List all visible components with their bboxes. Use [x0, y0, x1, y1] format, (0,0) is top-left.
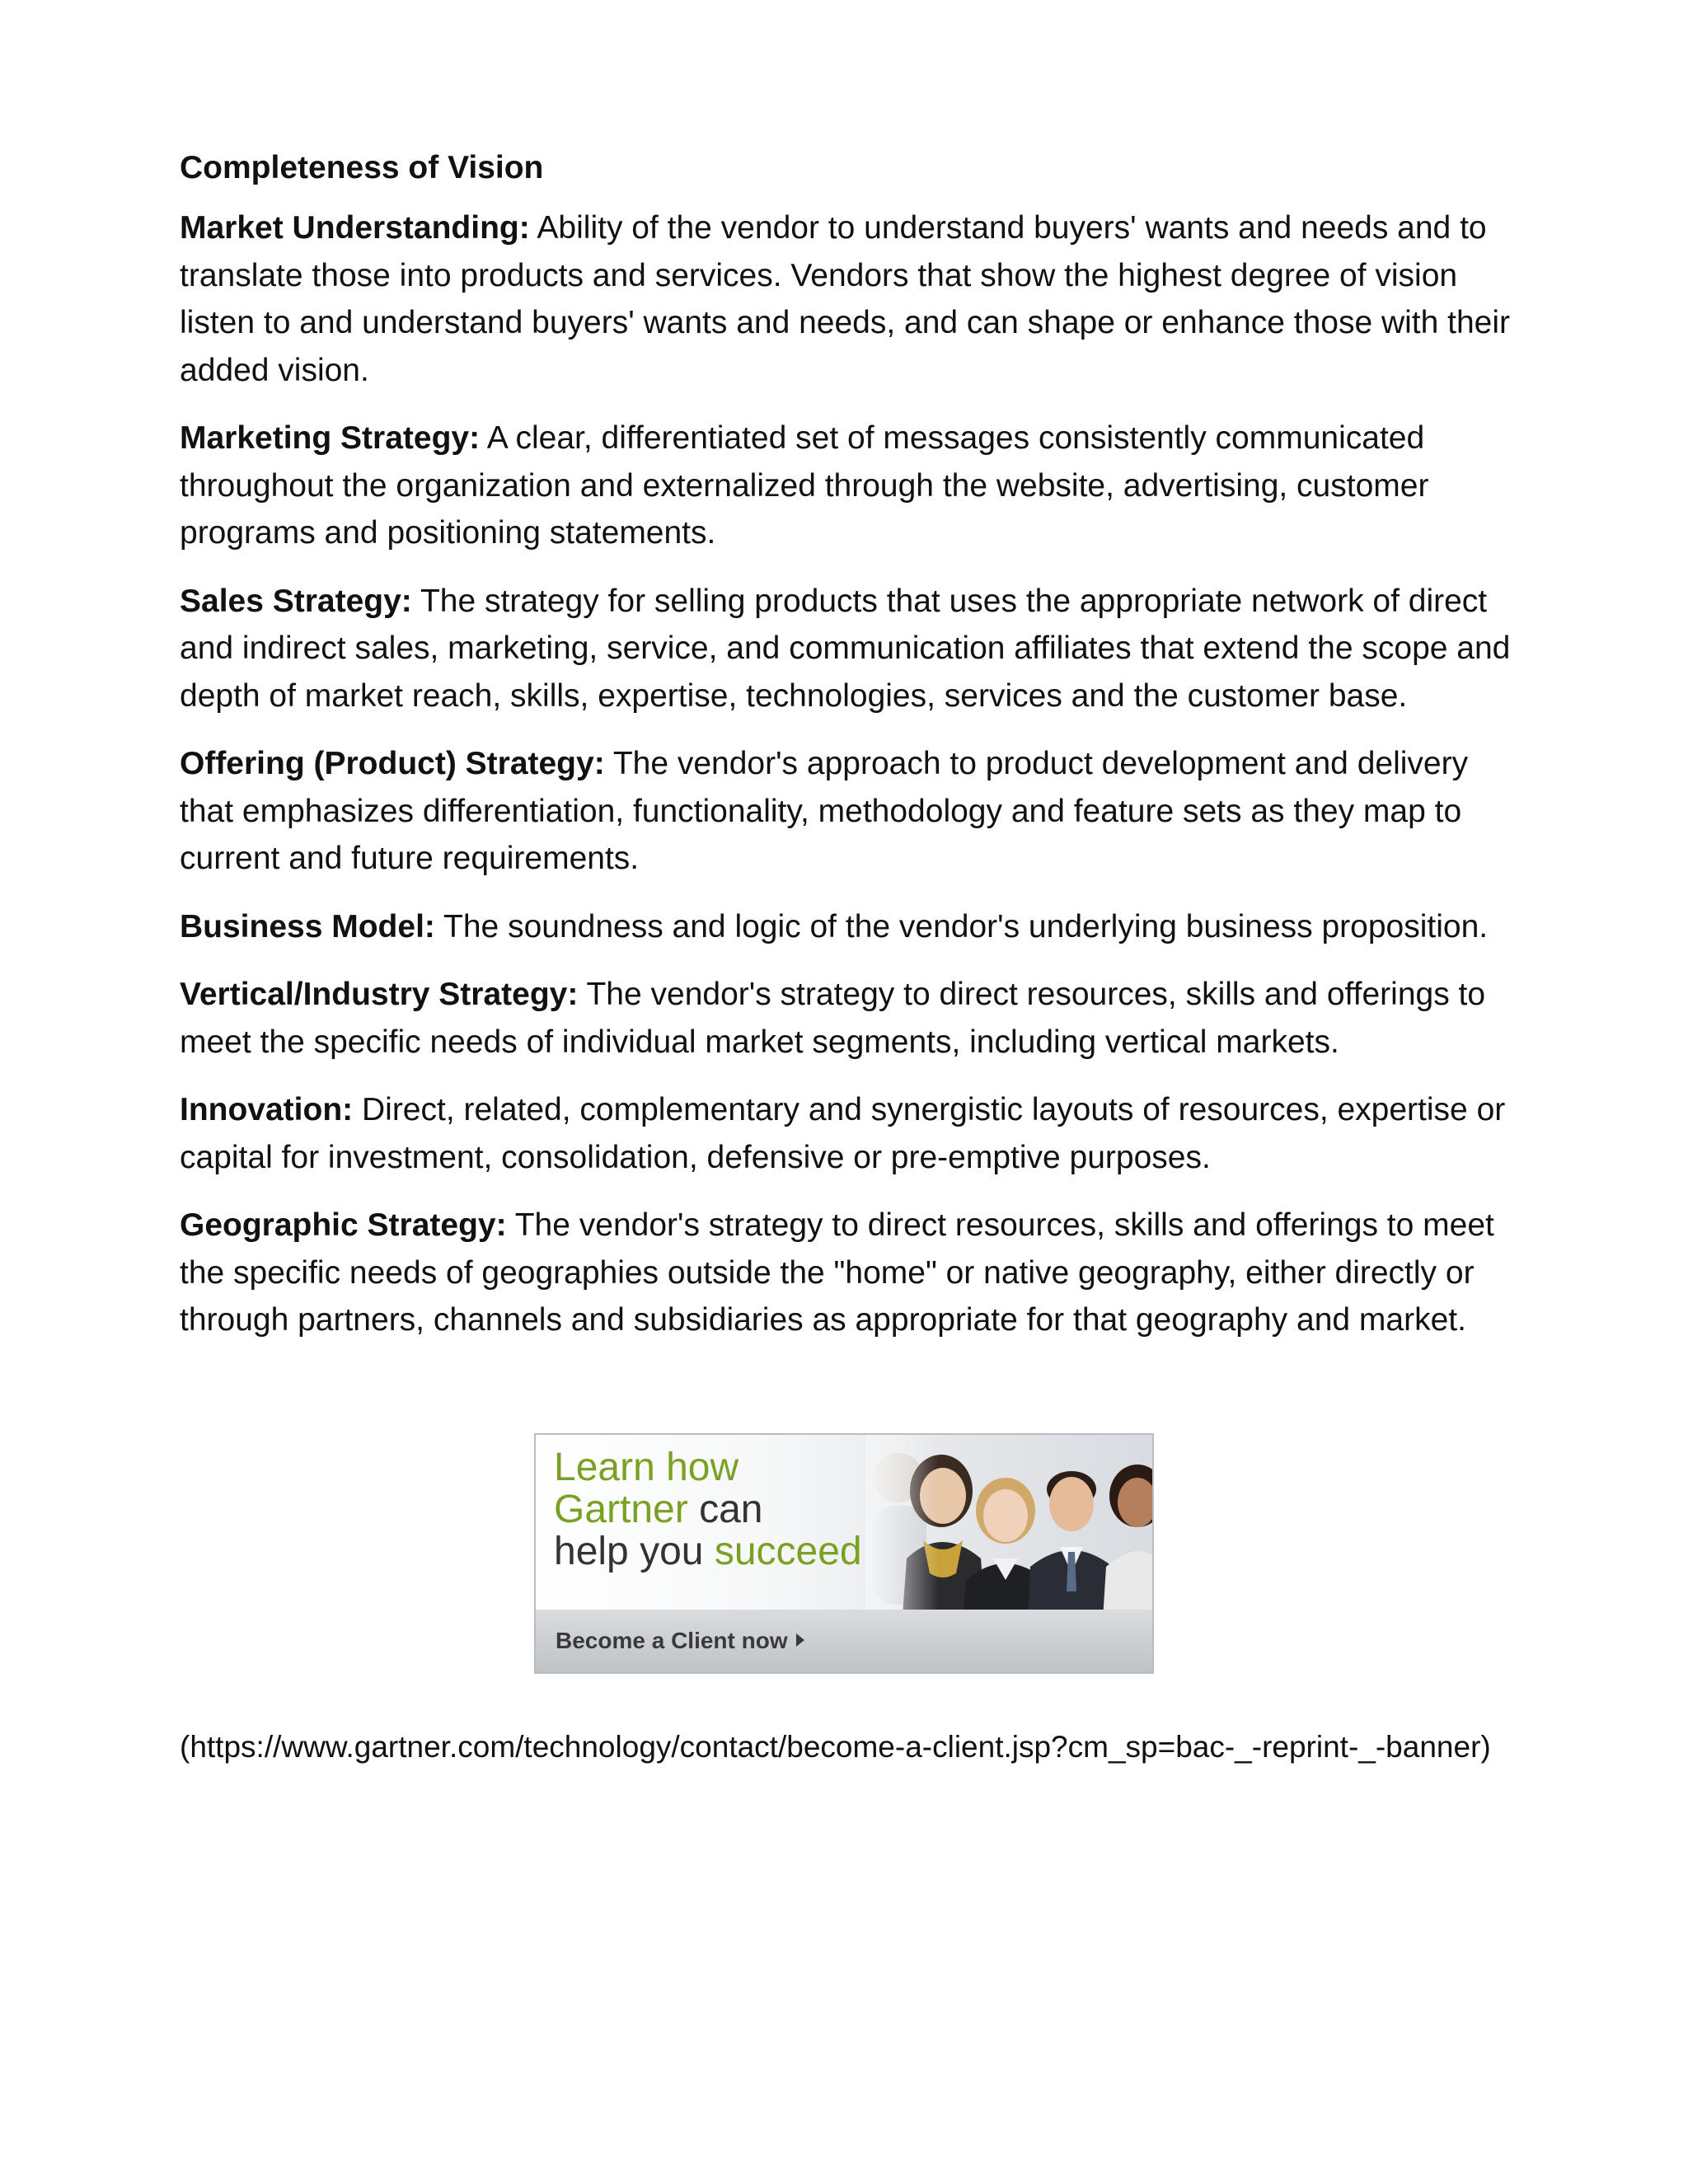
entry-business-model — [180, 903, 1515, 951]
entry-term: Business Model: — [180, 908, 435, 944]
banner-line2-rest: can — [699, 1487, 763, 1531]
entry-vertical-industry-strategy — [180, 971, 1515, 1066]
entry-term: Sales Strategy: — [180, 583, 412, 619]
banner-line3-accent: succeed — [714, 1529, 862, 1573]
entry-term: Offering (Product) Strategy: — [180, 746, 605, 781]
banner-headline — [554, 1446, 862, 1572]
entry-text: The strategy for selling products that uses the appropriate network of direct and indirect sales, marketing, service, and communication affiliates that extend the scope and depth of market reach, skills, expertise, technologies, services and the customer base. — [180, 583, 1511, 714]
entry-marketing-strategy — [180, 415, 1515, 557]
entry-innovation — [180, 1086, 1515, 1181]
entry-sales-strategy — [180, 578, 1515, 720]
entry-term: Innovation: — [180, 1092, 354, 1127]
entry-text: The vendor's strategy to direct resources, skills and offerings to meet the specific needs of geographies outside the "home" or native geography, either directly or through partners, channels and subsidiaries as appropriate for that geography and market. — [180, 1207, 1494, 1338]
document-page — [180, 145, 1515, 1770]
become-client-banner[interactable] — [534, 1433, 1154, 1674]
become-client-button[interactable] — [556, 1628, 804, 1654]
play-arrow-icon — [796, 1633, 804, 1647]
entry-text: A clear, differentiated set of messages consistently communicated throughout the organization and externalized through the website, advertising, customer programs and positioning statements. — [180, 420, 1429, 551]
entry-text: The vendor's approach to product development and delivery that emphasizes differentiation, functionality, methodology and feature sets as they map to current and future requirements. — [180, 746, 1469, 876]
entry-text: The soundness and logic of the vendor's underlying business proposition. — [443, 908, 1489, 944]
entry-term: Marketing Strategy: — [180, 420, 481, 456]
entry-market-understanding — [180, 204, 1515, 394]
entry-offering-strategy — [180, 740, 1515, 883]
entry-term: Vertical/Industry Strategy: — [180, 977, 579, 1012]
entry-term: Market Understanding: — [180, 210, 530, 246]
entry-text: Ability of the vendor to understand buyers' wants and needs and to translate those into products and services. Vendors that show the highest degree of vision listen to and understand buyers' wants and needs, and can shape or enhance those with their added vision. — [180, 210, 1511, 388]
banner-cta-label: Become a Client now — [556, 1627, 788, 1653]
banner-line3-start: help you — [554, 1529, 704, 1573]
section-title: Completeness of Vision — [180, 150, 544, 185]
entry-geographic-strategy — [180, 1202, 1515, 1344]
banner-line2-accent: Gartner — [554, 1487, 688, 1531]
entry-term: Geographic Strategy: — [180, 1207, 507, 1243]
banner-link-url[interactable]: (https://www.gartner.com/technology/contact/become-a-client.jsp?cm_sp=bac-_-reprint-_-banner) — [180, 1729, 1491, 1764]
entry-text: The vendor's strategy to direct resources, skills and offerings to meet the specific needs of individual market segments, including vertical markets. — [180, 977, 1486, 1060]
banner-line1: Learn how — [554, 1445, 739, 1489]
entry-text: Direct, related, complementary and synergistic layouts of resources, expertise or capital for investment, consolidation, defensive or pre-emptive purposes. — [180, 1092, 1506, 1175]
